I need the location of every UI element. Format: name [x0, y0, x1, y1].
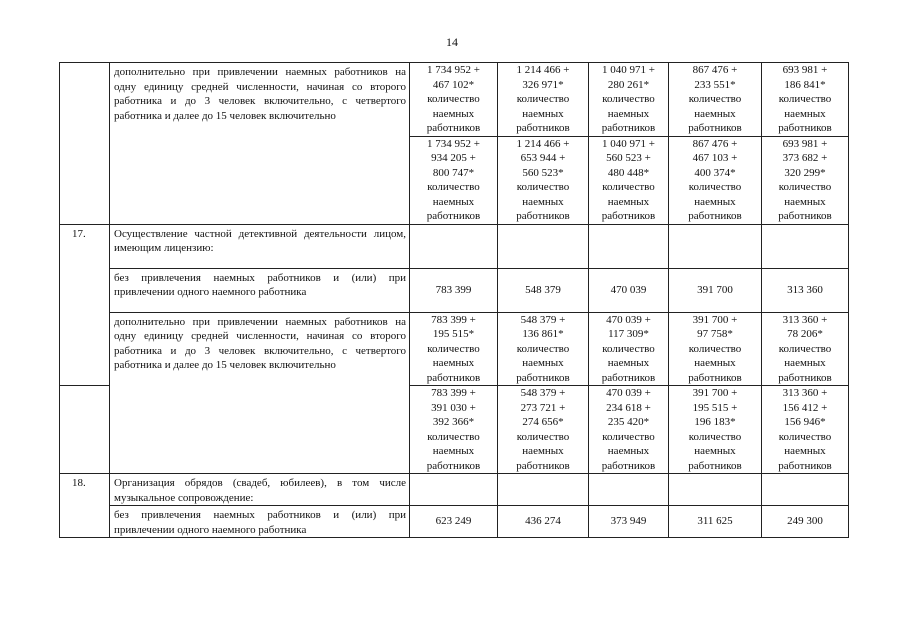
value-cell	[410, 474, 498, 506]
value-cell: 1 040 971 + 280 261* количество наемных работников	[589, 63, 669, 137]
value-cell: 373 949	[589, 506, 669, 538]
row-number	[60, 63, 110, 225]
value-cell	[498, 224, 589, 268]
value-cell	[498, 474, 589, 506]
value-cell	[589, 474, 669, 506]
value-cell: 1 040 971 + 560 523 + 480 448* количество наемных работников	[589, 136, 669, 224]
value-cell: 470 039	[589, 268, 669, 312]
value-cell: 548 379 + 273 721 + 274 656* количество наемных работников	[498, 386, 589, 474]
row-description: без привлечения наемных работников и (или) при привлечении одного наемного работника	[110, 506, 410, 538]
value-cell	[410, 224, 498, 268]
value-cell: 623 249	[410, 506, 498, 538]
value-cell: 313 360	[762, 268, 849, 312]
value-cell: 1 214 466 + 653 944 + 560 523* количество наемных работников	[498, 136, 589, 224]
value-cell: 867 476 + 467 103 + 400 374* количество наемных работников	[669, 136, 762, 224]
value-cell: 313 360 + 78 206* количество наемных работников	[762, 312, 849, 386]
value-cell: 391 700	[669, 268, 762, 312]
value-cell: 693 981 + 373 682 + 320 299* количество наемных работников	[762, 136, 849, 224]
tariff-table	[59, 62, 849, 538]
value-cell: 470 039 + 117 309* количество наемных работников	[589, 312, 669, 386]
row-description: без привлечения наемных работников и (или) при привлечении одного наемного работника	[110, 268, 410, 312]
value-cell: 391 700 + 97 758* количество наемных работников	[669, 312, 762, 386]
value-cell	[669, 224, 762, 268]
value-cell: 313 360 + 156 412 + 156 946* количество наемных работников	[762, 386, 849, 474]
table-row	[60, 506, 849, 538]
value-cell: 391 700 + 195 515 + 196 183* количество наемных работников	[669, 386, 762, 474]
value-cell: 548 379 + 136 861* количество наемных работников	[498, 312, 589, 386]
value-cell	[669, 474, 762, 506]
value-cell: 1 734 952 + 934 205 + 800 747* количество наемных работников	[410, 136, 498, 224]
value-cell: 311 625	[669, 506, 762, 538]
value-cell: 867 476 + 233 551* количество наемных работников	[669, 63, 762, 137]
value-cell	[589, 224, 669, 268]
value-cell	[762, 224, 849, 268]
value-cell: 249 300	[762, 506, 849, 538]
value-cell: 783 399	[410, 268, 498, 312]
row-description: дополнительно при привлечении наемных работников на одну единицу средней численности, начиная со второго работника и до 3 человек включительно, с четвертого работника и далее до 15 человек включительно	[110, 63, 410, 225]
value-cell: 693 981 + 186 841* количество наемных работников	[762, 63, 849, 137]
table-row	[60, 224, 849, 268]
value-cell: 1 214 466 + 326 971* количество наемных работников	[498, 63, 589, 137]
value-cell: 783 399 + 391 030 + 392 366* количество наемных работников	[410, 386, 498, 474]
row-description: Осуществление частной детективной деятельности лицом, имеющим лицензию:	[110, 224, 410, 268]
table-row	[60, 63, 849, 137]
table-row	[60, 268, 849, 312]
row-number: 17.	[60, 224, 110, 386]
row-number	[60, 386, 110, 474]
table-row	[60, 474, 849, 506]
value-cell: 783 399 + 195 515* количество наемных работников	[410, 312, 498, 386]
value-cell: 470 039 + 234 618 + 235 420* количество наемных работников	[589, 386, 669, 474]
row-description: Организация обрядов (свадеб, юбилеев), в том числе музыкальное сопровождение:	[110, 474, 410, 506]
row-description: дополнительно при привлечении наемных работников на одну единицу средней численности, начиная со второго работника и до 3 человек включительно, с четвертого работника и далее до 15 человек включительно	[110, 312, 410, 474]
value-cell: 548 379	[498, 268, 589, 312]
value-cell: 436 274	[498, 506, 589, 538]
table-row	[60, 312, 849, 386]
value-cell: 1 734 952 + 467 102* количество наемных работников	[410, 63, 498, 137]
value-cell	[762, 474, 849, 506]
row-number: 18.	[60, 474, 110, 538]
page-number: 14	[446, 35, 458, 49]
